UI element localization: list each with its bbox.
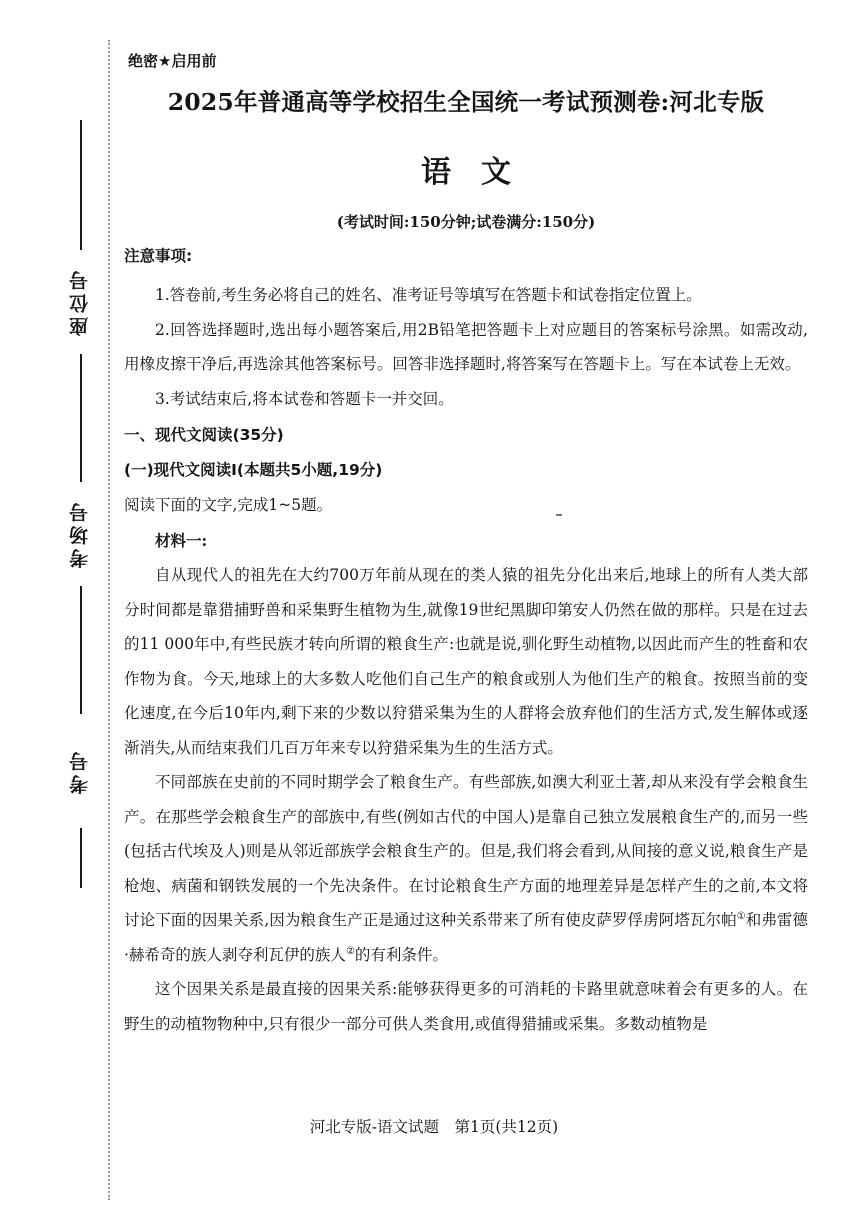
passage-text: 和弗雷德·赫希奇的族人剥夺利瓦伊的族人 xyxy=(124,911,808,964)
reading-instruction: 阅读下面的文字,完成1~5题。 xyxy=(124,496,333,514)
subject-title: 语 文 xyxy=(421,155,511,190)
notes-heading: 注意事项: xyxy=(124,247,193,265)
seat-number-label: 座位号 xyxy=(60,252,100,352)
passage-text: 的有利条件。 xyxy=(354,945,448,964)
dotted-cut-line xyxy=(108,40,110,1200)
secret-label: 绝密★启用前 xyxy=(128,52,217,70)
exam-title: 2025年普通高等学校招生全国统一考试预测卷:河北专版 xyxy=(167,88,765,116)
passage-text: 不同部族在史前的不同时期学会了粮食生产。有些部族,如澳大利亚土著,却从来没有学会粮食生产。在那些学会粮食生产的部族中,有些(例如古代的中国人)是靠自己独立发展粮食生产的,而另一些(包括古代埃及人)则是从邻近部族学会粮食生产的。但是,我们将会看到,从间接的意义说,粮食生产是枪炮、病菌和钢铁发展的一个先决条件。在讨论粮食生产方面的地理差异是怎样产生的之前,本文将讨论下面的因果关系,因为粮食生产正是通过这种关系带来了所有使皮萨罗俘虏阿塔瓦尔帕 xyxy=(124,773,808,929)
note-item-3: 3.考试结束后,将本试卷和答题卡一并交回。 xyxy=(155,389,454,408)
footnote-mark: ② xyxy=(345,945,355,957)
exam-room-label: 考场号 xyxy=(60,484,100,584)
note-item-1: 1.答卷前,考生务必将自己的姓名、准考证号等填写在答题卡和试卷指定位置上。 xyxy=(155,286,702,304)
margin-line xyxy=(80,586,82,714)
footnote-mark: ① xyxy=(736,910,746,922)
page-footer: 河北专版-语文试题 第1页(共12页) xyxy=(309,1118,559,1136)
passage-paragraph-3: 这个因果关系是最直接的因果关系:能够获得更多的可消耗的卡路里就意味着会有更多的人。在野生的动植物物种中,只有很少一部分可供人类食用,或值得猎捕或采集。多数动植物是 xyxy=(124,980,808,1033)
material-label: 材料一: xyxy=(155,531,208,550)
exam-info: (考试时间:150分钟;试卷满分:150分) xyxy=(336,213,596,231)
margin-line xyxy=(80,354,82,482)
margin-line xyxy=(80,828,82,888)
binding-margin xyxy=(0,0,118,1227)
exam-id-label: 考号 xyxy=(60,716,100,826)
passage-paragraph-2 xyxy=(124,765,808,972)
passage-paragraph-1: 自从现代人的祖先在大约700万年前从现在的类人猿的祖先分化出来后,地球上的所有人类大部分时间都是靠猎捕野兽和采集野生植物为生,就像19世纪黑脚印第安人仍然在做的那样。只是在过去的11 000年中,有些民族才转向所谓的粮食生产:也就是说,驯化野生动植物,以因此而产生的牲畜和农作物为食。今天,地球上的大多数人吃他们自己生产的粮食或别人为他们生产的粮食。按照当前的变化速度,在今后10年内,剩下来的少数以狩猎采集为生的人群将会放弃他们的生活方式,发生解体或逐渐消失,从而结束我们几百万年来专以狩猎采集为生的生活方式。 xyxy=(124,566,808,757)
margin-line xyxy=(80,120,82,250)
note-item-2: 2.回答选择题时,选出每小题答案后,用2B铅笔把答题卡上对应题目的答案标号涂黑。如需改动,用橡皮擦干净后,再选涂其他答案标号。回答非选择题时,将答案写在答题卡上。写在本试卷上无效。 xyxy=(124,320,808,373)
section-heading: 一、现代文阅读(35分) xyxy=(124,426,284,444)
exam-page xyxy=(124,50,808,1041)
subsection-heading: (一)现代文阅读Ⅰ(本题共5小题,19分) xyxy=(124,461,383,479)
